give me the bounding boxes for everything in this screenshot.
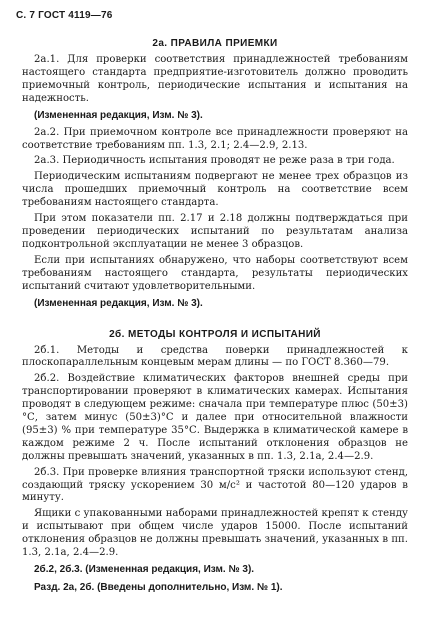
page-content xyxy=(22,38,408,599)
page-header: С. 7 ГОСТ 4119—76 xyxy=(16,10,113,21)
edition-note: (Измененная редакция, Изм. № 3). xyxy=(34,109,203,121)
section-heading-acceptance: 2а. ПРАВИЛА ПРИЕМКИ xyxy=(152,38,278,49)
paragraph: Периодическим испытаниям подвергают не менее трех образцов из числа прошедших приемочный контроль на соответствие всем требованиям настоящего стандарта. xyxy=(22,171,408,209)
paragraph: Ящики с упакованными наборами принадлежностей крепят к стенду и испытывают при общем числе ударов 15000. После испытаний отклонения образцов не должны превышать значений, указанных в пп. 1.3, 2.1а, 2.4—2.9. xyxy=(22,508,408,559)
edition-note: Разд. 2а, 2б. (Введены дополнительно, Изм. № 1). xyxy=(34,582,283,593)
paragraph: 2б.3. При проверке влияния транспортной тряски используют стенд, создающий тряску ускорением 30 м/с² и частотой 80—120 ударов в минуту. xyxy=(22,466,408,504)
paragraph: 2а.2. При приемочном контроле все принадлежности проверяют на соответствие требованиям пп. 1.3, 2.1; 2.4—2.9, 2.13. xyxy=(22,126,408,151)
paragraph: Если при испытаниях обнаружено, что наборы соответствуют всем требованиям настоящего стандарта, результаты периодических испытаний считают удовлетворительными. xyxy=(22,254,408,292)
paragraph: 2а.3. Периодичность испытания проводят не реже раза в три года. xyxy=(34,155,395,167)
edition-note: (Измененная редакция, Изм. № 3). xyxy=(34,297,203,309)
section-heading-methods: 2б. МЕТОДЫ КОНТРОЛЯ И ИСПЫТАНИЙ xyxy=(109,328,321,340)
edition-note: 2б.2, 2б.3. (Измененная редакция, Изм. № 3). xyxy=(34,564,255,575)
paragraph: 2а.1. Для проверки соответствия принадлежностей требованиям настоящего стандарта предприятие-изготовитель должно проводить приемочный контроль, периодические испытания и испытания на надежность. xyxy=(22,54,408,104)
paragraph: При этом показатели пп. 2.17 и 2.18 должны подтверждаться при проведении периодических испытаний по результатам анализа подконтрольной эксплуатации не менее 3 образцов. xyxy=(22,213,408,250)
paragraph: 2б.2. Воздействие климатических факторов внешней среды при транспортировании проверяют в климатических камерах. Испытания проводят в следующем режиме: сначала при температуре плюс (50±3)°С, затем минус (50±3)°С и далее при относительной влажности (95±3) % при температуре 35°С. Выдержка в климатической камере в каждом режиме 2 ч. После испытаний отклонения образцов не должны превышать значений, указанных в пп. 1.3, 2.1а, 2.4—2.9. xyxy=(22,373,408,462)
paragraph: 2б.1. Методы и средства поверки принадлежностей к плоскопараллельным концевым мерам длины — по ГОСТ 8.360—79. xyxy=(22,344,408,369)
